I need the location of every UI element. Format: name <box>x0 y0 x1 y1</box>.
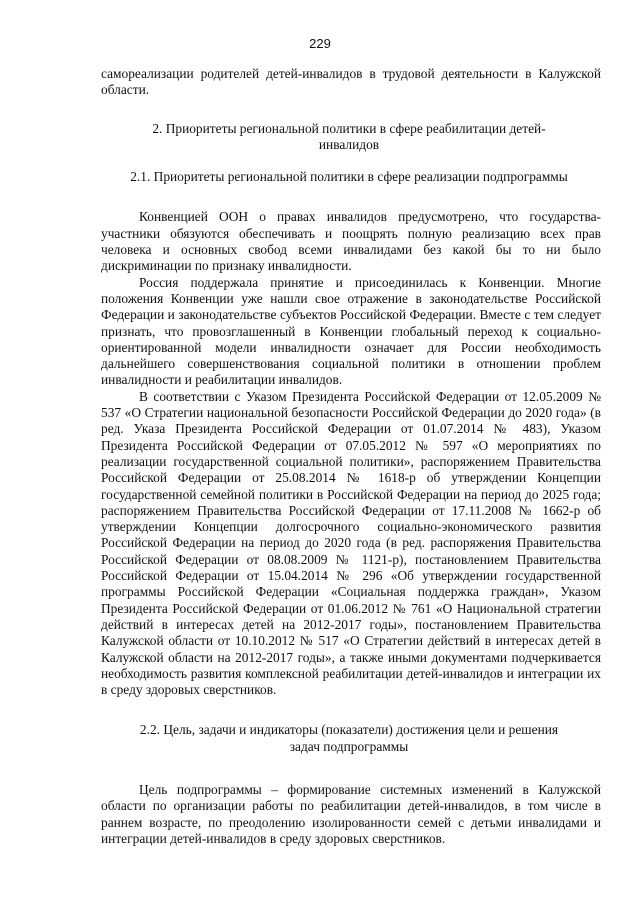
paragraph-program-goal: Цель подпрограммы – формирование системных изменений в Калужской области по организации работы по реабилитации детей-инвалидов, в том числе в раннем возрасте, по преодолению изолированности семей с детьми инвалидами и интеграции детей-инвалидов в среду здоровых сверстников. <box>101 781 601 846</box>
paragraph-un-convention: Конвенцией ООН о правах инвалидов предусмотрено, что государства-участники обязуются обеспечивать и поощрять полную реализацию всех прав человека и основных свобод всеми инвалидами без какой бы то ни было дискриминации по признаку инвалидности. <box>101 209 601 274</box>
page-number: 229 <box>309 36 331 51</box>
paragraph-legal-basis: В соответствии с Указом Президента Российской Федерации от 12.05.2009 № 537 «О Стратегии национальной безопасности Российской Федерации до 2020 года» (в ред. Указа Президента Российской Федерации от 01.07.2014 № 483), Указом Президента Российской Федерации от 07.05.2012 № 597 «О мероприятиях по реализации государственной социальной политики», распоряжением Правительства Российской Федерации от 25.08.2014 № 1618-р об утверждении Концепции государственной семейной политики в Российской Федерации на период до 2025 года; распоряжением Правительства Российской Федерации от 17.11.2008 № 1662-р об утверждении Концепции долгосрочного социально-экономического развития Российской Федерации на период до 2020 года (в ред. распоряжения Правительства Российской Федерации от 08.08.2009 № 1121-р), постановлением Правительства Российской Федерации от 15.04.2014 № 296 «Об утверждении государственной программы Российской Федерации «Социальная поддержка граждан», Указом Президента Российской Федерации от 01.06.2012 № 761 «О Национальной стратегии действий в интересах детей на 2012-2017 годы», постановлением Правительства Калужской области от 10.10.2012 № 517 «О Стратегии действий в интересах детей в Калужской области на 2012-2017 годы», а также иными документами подчеркивается необходимость развития комплексной реабилитации детей-инвалидов и интеграции их в среду здоровых сверстников. <box>101 388 601 698</box>
section-2-heading: 2. Приоритеты региональной политики в сфере реабилитации детей-инвалидов <box>152 120 546 152</box>
subsection-2-2-heading: 2.2. Цель, задачи и индикаторы (показатели) достижения цели и решения задач подпрограммы <box>139 722 559 754</box>
paragraph-russia-convention: Россия поддержала принятие и присоединилась к Конвенции. Многие положения Конвенции уже нашли свое отражение в законодательстве Российской Федерации и законодательстве субъектов Российской Федерации. Вместе с тем следует признать, что провозглашенный в Конвенции глобальный переход к социально-ориентированной модели инвалидности означает для России необходимость дальнейшего совершенствования социальной политики в отношении проблем инвалидности и реабилитации инвалидов. <box>101 274 601 388</box>
page-content <box>101 66 601 847</box>
subsection-2-1-heading: 2.1. Приоритеты региональной политики в сфере реализации подпрограммы <box>130 169 568 185</box>
continuation-paragraph: самореализации родителей детей-инвалидов в трудовой деятельности в Калужской области. <box>101 66 601 98</box>
